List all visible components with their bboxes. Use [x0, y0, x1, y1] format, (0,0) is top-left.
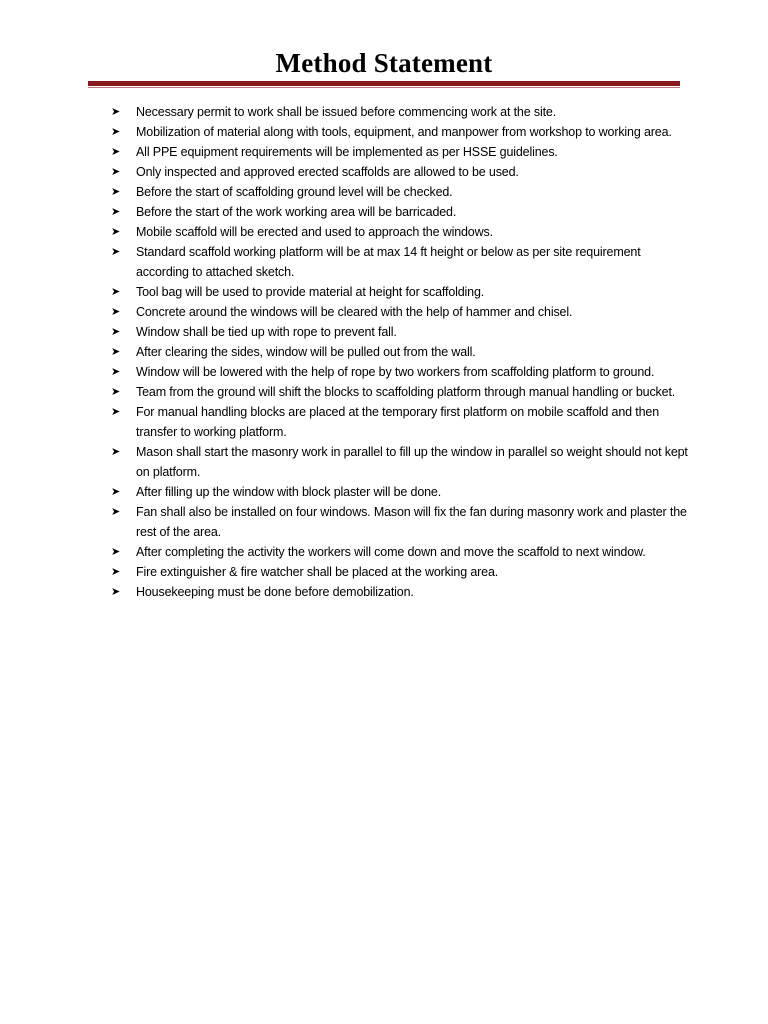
list-item-text: Tool bag will be used to provide material at height for scaffolding.	[136, 285, 485, 299]
arrowhead-bullet-icon: ➤	[111, 385, 121, 398]
title-underline-shadow	[88, 87, 680, 88]
list-item-text: After completing the activity the workers will come down and move the scaffold to next window.	[136, 545, 646, 559]
list-item	[111, 302, 691, 322]
list-item-text: Before the start of scaffolding ground level will be checked.	[136, 185, 453, 199]
list-item	[111, 502, 691, 542]
list-item	[111, 342, 691, 362]
list-item-text: Mason shall start the masonry work in parallel to fill up the window in parallel so weight should not kept on platform.	[136, 445, 688, 479]
arrowhead-bullet-icon: ➤	[111, 485, 121, 498]
arrowhead-bullet-icon: ➤	[111, 285, 121, 298]
list-item-text: Housekeeping must be done before demobilization.	[136, 585, 414, 599]
arrowhead-bullet-icon: ➤	[111, 445, 121, 458]
list-item-text: Mobilization of material along with tools, equipment, and manpower from workshop to working area.	[136, 125, 672, 139]
list-item-text: Mobile scaffold will be erected and used to approach the windows.	[136, 225, 493, 239]
arrowhead-bullet-icon: ➤	[111, 205, 121, 218]
arrowhead-bullet-icon: ➤	[111, 185, 121, 198]
list-item	[111, 122, 691, 142]
arrowhead-bullet-icon: ➤	[111, 125, 121, 138]
list-item	[111, 242, 691, 282]
list-item	[111, 542, 691, 562]
list-item-text: After filling up the window with block plaster will be done.	[136, 485, 442, 499]
arrowhead-bullet-icon: ➤	[111, 325, 121, 338]
arrowhead-bullet-icon: ➤	[111, 105, 121, 118]
list-item-text: Window shall be tied up with rope to prevent fall.	[136, 325, 397, 339]
list-item	[111, 482, 691, 502]
list-item	[111, 222, 691, 242]
list-item	[111, 442, 691, 482]
arrowhead-bullet-icon: ➤	[111, 585, 121, 598]
arrowhead-bullet-icon: ➤	[111, 545, 121, 558]
list-item	[111, 582, 691, 602]
arrowhead-bullet-icon: ➤	[111, 505, 121, 518]
arrowhead-bullet-icon: ➤	[111, 565, 121, 578]
list-item-text: Concrete around the windows will be cleared with the help of hammer and chisel.	[136, 305, 573, 319]
arrowhead-bullet-icon: ➤	[111, 305, 121, 318]
arrowhead-bullet-icon: ➤	[111, 145, 121, 158]
list-item	[111, 382, 691, 402]
arrowhead-bullet-icon: ➤	[111, 245, 121, 258]
title-underline-rule	[88, 81, 680, 86]
list-item-text: Before the start of the work working area will be barricaded.	[136, 205, 457, 219]
list-item	[111, 562, 691, 582]
list-item-text: Window will be lowered with the help of rope by two workers from scaffolding platform to ground.	[136, 365, 655, 379]
list-item-text: All PPE equipment requirements will be implemented as per HSSE guidelines.	[136, 145, 558, 159]
list-item	[111, 142, 691, 162]
list-item-text: For manual handling blocks are placed at the temporary first platform on mobile scaffold and then transfer to working platform.	[136, 405, 660, 439]
list-item	[111, 102, 691, 122]
arrowhead-bullet-icon: ➤	[111, 365, 121, 378]
list-item-text: Team from the ground will shift the blocks to scaffolding platform through manual handling or bucket.	[136, 385, 676, 399]
arrowhead-bullet-icon: ➤	[111, 225, 121, 238]
list-item	[111, 162, 691, 182]
arrowhead-bullet-icon: ➤	[111, 405, 121, 418]
arrowhead-bullet-icon: ➤	[111, 165, 121, 178]
list-item-text: Fan shall also be installed on four windows. Mason will fix the fan during masonry work and plaster the rest of the area.	[136, 505, 687, 539]
list-item-text: Fire extinguisher & fire watcher shall be placed at the working area.	[136, 565, 499, 579]
list-item-text: After clearing the sides, window will be pulled out from the wall.	[136, 345, 476, 359]
list-item-text: Only inspected and approved erected scaffolds are allowed to be used.	[136, 165, 519, 179]
method-steps-list	[111, 102, 691, 602]
page-title: Method Statement	[275, 48, 493, 78]
list-item	[111, 322, 691, 342]
list-item	[111, 362, 691, 382]
list-item-text: Standard scaffold working platform will be at max 14 ft height or below as per site requirement according to attached sketch.	[136, 245, 641, 279]
list-item	[111, 182, 691, 202]
list-item	[111, 202, 691, 222]
list-item	[111, 402, 691, 442]
list-item-text: Necessary permit to work shall be issued before commencing work at the site.	[136, 105, 557, 119]
arrowhead-bullet-icon: ➤	[111, 345, 121, 358]
list-item	[111, 282, 691, 302]
